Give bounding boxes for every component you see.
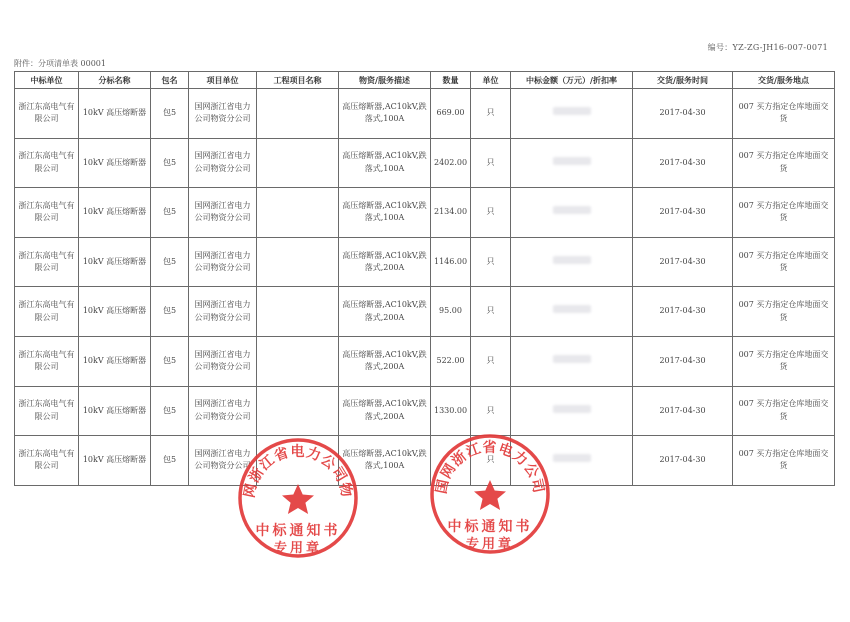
redacted-amount [553, 405, 591, 413]
cell-delivery-time: 2017-04-30 [633, 436, 733, 486]
table-row [15, 336, 835, 386]
cell-lot: 10kV 高压熔断器 [79, 336, 151, 386]
cell-winner: 浙江东高电气有限公司 [15, 138, 79, 188]
cell-quantity: 95.00 [431, 287, 471, 337]
attachment-label: 附件：分项清单表 00001 [14, 59, 106, 68]
cell-unit: 只 [471, 336, 511, 386]
cell-quantity: 1330.00 [431, 386, 471, 436]
cell-description: 高压熔断器,AC10kV,跌落式,200A [339, 287, 431, 337]
cell-project-name [257, 138, 339, 188]
col-header-winner: 中标单位 [15, 72, 79, 89]
cell-delivery-time: 2017-04-30 [633, 386, 733, 436]
cell-amount-redacted [511, 237, 633, 287]
cell-winner: 浙江东高电气有限公司 [15, 287, 79, 337]
document-number: 编号：YZ-ZG-JH16-007-0071 [707, 43, 828, 52]
cell-amount-redacted [511, 386, 633, 436]
cell-lot: 10kV 高压熔断器 [79, 436, 151, 486]
cell-delivery-location: 007 买方指定仓库地面交货 [733, 287, 835, 337]
seal-right-arc-text: 国网浙江省电力公司 [433, 440, 547, 496]
cell-amount-redacted [511, 336, 633, 386]
col-header-amount: 中标金额（万元）/折扣率 [511, 72, 633, 89]
cell-delivery-location: 007 买方指定仓库地面交货 [733, 89, 835, 139]
col-header-lot: 分标名称 [79, 72, 151, 89]
cell-delivery-location: 007 买方指定仓库地面交货 [733, 436, 835, 486]
cell-quantity: 2402.00 [431, 138, 471, 188]
seal-left-arc-text: 网浙江省电力公司物 [241, 444, 355, 500]
cell-project-unit: 国网浙江省电力公司物资分公司 [189, 386, 257, 436]
redacted-amount [553, 305, 591, 313]
cell-description: 高压熔断器,AC10kV,跌落式,100A [339, 436, 431, 486]
redacted-amount [553, 157, 591, 165]
redacted-amount [553, 107, 591, 115]
table-row [15, 436, 835, 486]
cell-unit: 只 [471, 89, 511, 139]
cell-amount-redacted [511, 138, 633, 188]
cell-lot: 10kV 高压熔断器 [79, 386, 151, 436]
cell-delivery-location: 007 买方指定仓库地面交货 [733, 237, 835, 287]
col-header-delivery-location: 交货/服务地点 [733, 72, 835, 89]
table-row [15, 386, 835, 436]
cell-lot: 10kV 高压熔断器 [79, 287, 151, 337]
cell-package: 包5 [151, 287, 189, 337]
cell-quantity: 669.00 [431, 89, 471, 139]
cell-project-unit: 国网浙江省电力公司物资分公司 [189, 89, 257, 139]
cell-package: 包5 [151, 336, 189, 386]
table-row [15, 89, 835, 139]
cell-project-unit: 国网浙江省电力公司物资分公司 [189, 237, 257, 287]
cell-unit: 只 [471, 287, 511, 337]
cell-quantity: 522.00 [431, 336, 471, 386]
cell-project-unit: 国网浙江省电力公司物资分公司 [189, 188, 257, 238]
cell-description: 高压熔断器,AC10kV,跌落式,200A [339, 237, 431, 287]
cell-description: 高压熔断器,AC10kV,跌落式,100A [339, 138, 431, 188]
cell-delivery-location: 007 买方指定仓库地面交货 [733, 138, 835, 188]
seal-left-line1: 中标通知书 [255, 523, 341, 539]
cell-package: 包5 [151, 237, 189, 287]
cell-quantity [431, 436, 471, 486]
col-header-delivery-time: 交货/服务时间 [633, 72, 733, 89]
cell-package: 包5 [151, 436, 189, 486]
seal-right-line2: 专用章 [465, 537, 514, 552]
redacted-amount [553, 454, 591, 462]
col-header-quantity: 数量 [431, 72, 471, 89]
cell-amount-redacted [511, 89, 633, 139]
cell-unit: 只 [471, 138, 511, 188]
cell-quantity: 2134.00 [431, 188, 471, 238]
cell-description: 高压熔断器,AC10kV,跌落式,200A [339, 336, 431, 386]
cell-winner: 浙江东高电气有限公司 [15, 188, 79, 238]
cell-winner: 浙江东高电气有限公司 [15, 436, 79, 486]
table-header-row [15, 72, 835, 89]
col-header-package: 包名 [151, 72, 189, 89]
cell-project-name [257, 188, 339, 238]
cell-project-name [257, 336, 339, 386]
table-row [15, 287, 835, 337]
cell-project-unit: 国网浙江省电力公司物资分公司 [189, 287, 257, 337]
cell-amount-redacted [511, 436, 633, 486]
table-row [15, 138, 835, 188]
cell-unit: 只 [471, 237, 511, 287]
cell-package: 包5 [151, 138, 189, 188]
cell-project-unit: 国网浙江省电力公司物资分公司 [189, 436, 257, 486]
cell-unit: 只 [471, 188, 511, 238]
cell-lot: 10kV 高压熔断器 [79, 89, 151, 139]
cell-project-name [257, 436, 339, 486]
cell-package: 包5 [151, 188, 189, 238]
cell-project-name [257, 237, 339, 287]
col-header-unit: 单位 [471, 72, 511, 89]
award-list-table [14, 71, 835, 486]
cell-lot: 10kV 高压熔断器 [79, 237, 151, 287]
redacted-amount [553, 355, 591, 363]
col-header-project-name: 工程项目名称 [257, 72, 339, 89]
table-row [15, 237, 835, 287]
cell-delivery-location: 007 买方指定仓库地面交货 [733, 336, 835, 386]
cell-delivery-time: 2017-04-30 [633, 138, 733, 188]
seal-left-star-icon [282, 484, 314, 514]
cell-amount-redacted [511, 287, 633, 337]
seal-left-line2: 专用章 [273, 541, 322, 556]
cell-project-name [257, 386, 339, 436]
cell-unit: 只 [471, 386, 511, 436]
cell-winner: 浙江东高电气有限公司 [15, 237, 79, 287]
cell-quantity: 1146.00 [431, 237, 471, 287]
cell-lot: 10kV 高压熔断器 [79, 138, 151, 188]
cell-amount-redacted [511, 188, 633, 238]
redacted-amount [553, 256, 591, 264]
cell-package: 包5 [151, 386, 189, 436]
cell-winner: 浙江东高电气有限公司 [15, 386, 79, 436]
col-header-project-unit: 项目单位 [189, 72, 257, 89]
col-header-description: 物资/服务描述 [339, 72, 431, 89]
cell-lot: 10kV 高压熔断器 [79, 188, 151, 238]
cell-delivery-time: 2017-04-30 [633, 336, 733, 386]
cell-winner: 浙江东高电气有限公司 [15, 89, 79, 139]
cell-winner: 浙江东高电气有限公司 [15, 336, 79, 386]
cell-delivery-time: 2017-04-30 [633, 287, 733, 337]
cell-description: 高压熔断器,AC10kV,跌落式,100A [339, 89, 431, 139]
cell-project-name [257, 89, 339, 139]
cell-unit: 只 [471, 436, 511, 486]
cell-project-unit: 国网浙江省电力公司物资分公司 [189, 138, 257, 188]
cell-delivery-time: 2017-04-30 [633, 237, 733, 287]
table-row [15, 188, 835, 238]
cell-project-unit: 国网浙江省电力公司物资分公司 [189, 336, 257, 386]
cell-description: 高压熔断器,AC10kV,跌落式,200A [339, 386, 431, 436]
cell-delivery-location: 007 买方指定仓库地面交货 [733, 386, 835, 436]
cell-package: 包5 [151, 89, 189, 139]
cell-delivery-location: 007 买方指定仓库地面交货 [733, 188, 835, 238]
cell-description: 高压熔断器,AC10kV,跌落式,100A [339, 188, 431, 238]
seal-right-line1: 中标通知书 [447, 519, 533, 535]
redacted-amount [553, 206, 591, 214]
cell-project-name [257, 287, 339, 337]
cell-delivery-time: 2017-04-30 [633, 89, 733, 139]
cell-delivery-time: 2017-04-30 [633, 188, 733, 238]
